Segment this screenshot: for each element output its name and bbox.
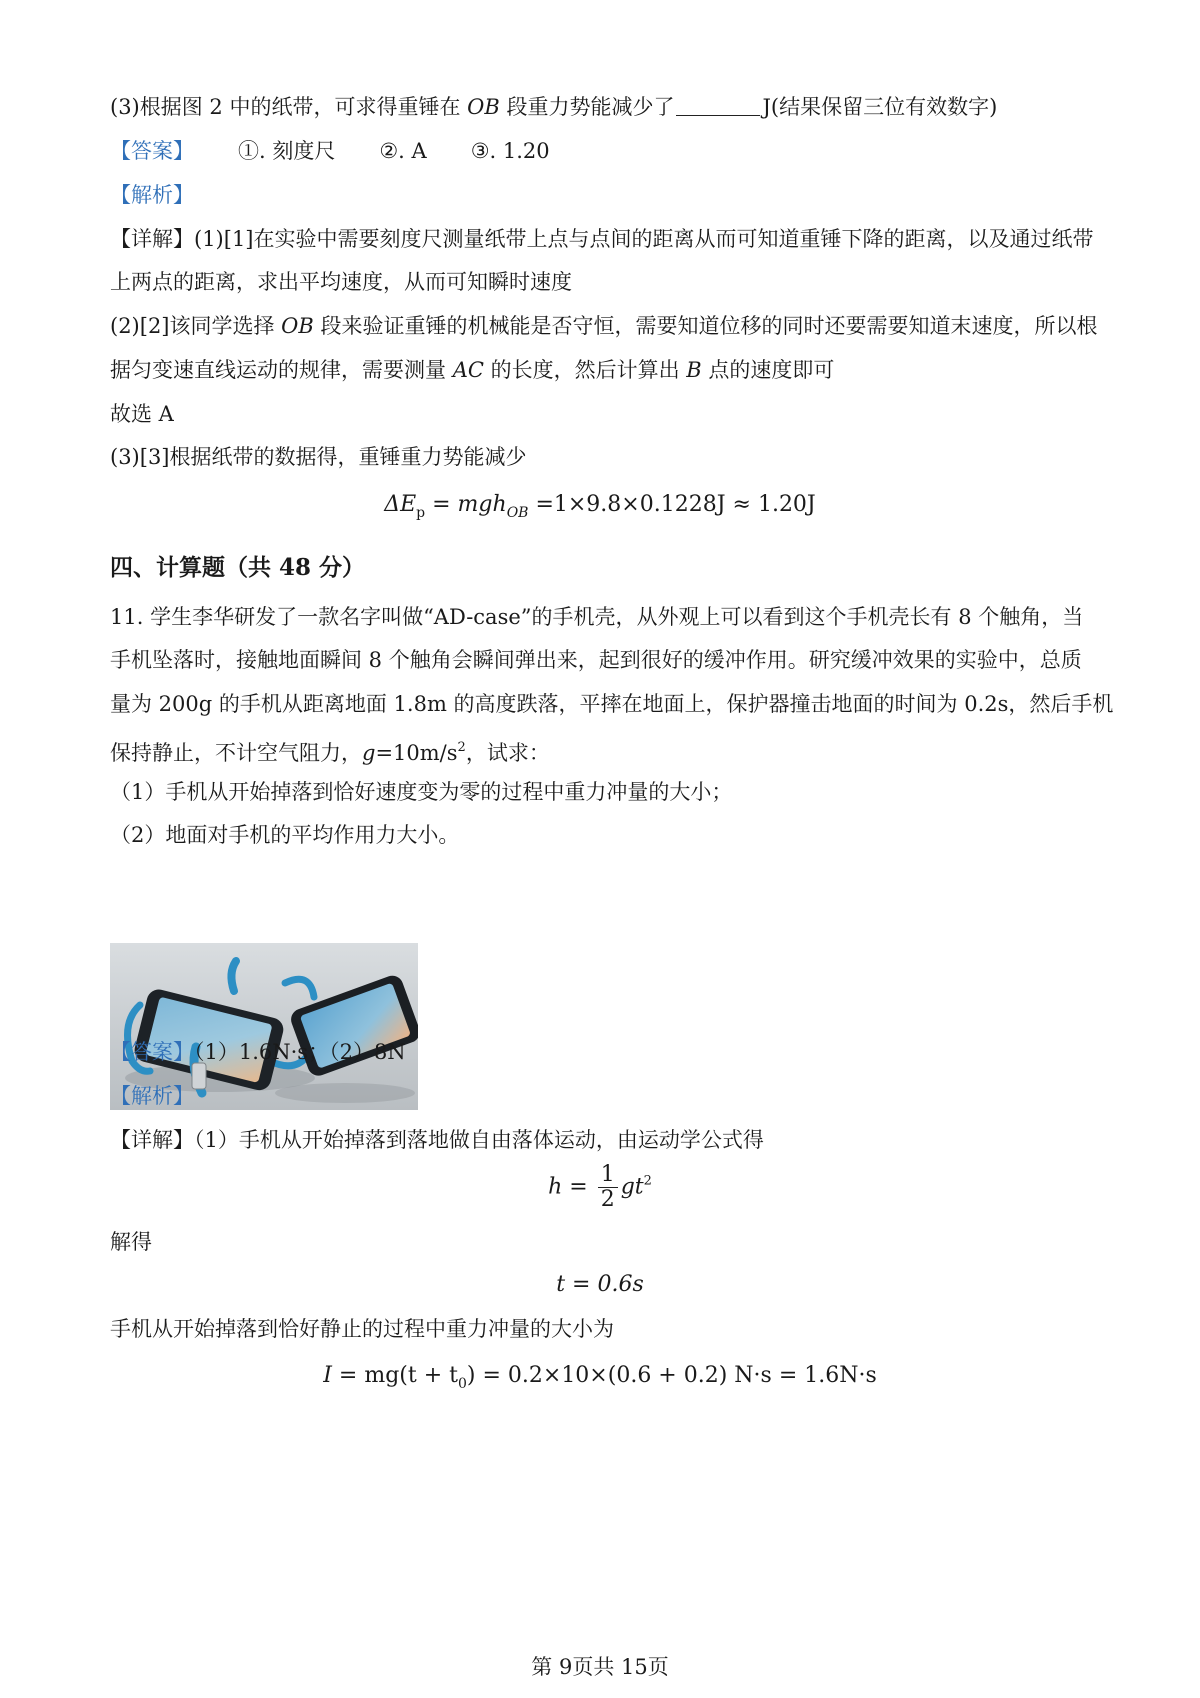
q11-stem-line1: 11. 学生李华研发了一款名字叫做“AD-case”的手机壳，从外观上可以看到这个手机壳长有 8 个触角，当 <box>110 605 1084 629</box>
formula-potential-energy: $\Delta E_p = mgh_{OB} =1\times 9.8\times 0.1228J \approx 1.20J$ <box>384 492 816 521</box>
q11-sub-question-1: （1）手机从开始掉落到恰好速度变为零的过程中重力冲量的大小； <box>110 780 733 804</box>
q10-detail-1: 【详解】(1)[1]在实验中需要刻度尺测量纸带上点与点间的距离从而可知道重锤下降的距离，以及通过纸带 <box>110 227 1094 251</box>
q11-stem-line2: 手机坠落时，接触地面瞬间 8 个触角会瞬间弹出来，起到很好的缓冲作用。研究缓冲效果的实验中，总质 <box>110 648 1082 672</box>
q11-detail-1: 【详解】（1）手机从开始掉落到落地做自由落体运动，由运动学公式得 <box>110 1128 764 1152</box>
q11-sub-question-2: （2）地面对手机的平均作用力大小。 <box>110 823 460 847</box>
q11-analysis-label: 【解析】 <box>110 1084 194 1108</box>
formula-free-fall: h = $\frac{1}{2}$ $gt^2$ <box>548 1162 652 1212</box>
q10-analysis-label: 【解析】 <box>110 183 194 207</box>
q11-answer: 【答案】（1）1.6N·s；（2）8N <box>110 1040 406 1064</box>
answer-label: 【答案】 <box>110 139 194 163</box>
answer-label: 【答案】 <box>110 1040 194 1064</box>
answer-blank <box>676 95 760 116</box>
q10-detail-1-cont: 上两点的距离，求出平均速度，从而可知瞬时速度 <box>110 270 572 294</box>
q11-solve-label: 解得 <box>110 1230 152 1254</box>
q10-answer: 【答案】 ①. 刻度尺 ②. A ③. 1.20 <box>110 139 550 163</box>
fraction: $\frac{1}{2}$ <box>598 1163 618 1212</box>
formula-time: t = 0.6s <box>556 1272 644 1297</box>
q11-stem-line4: 保持静止，不计空气阻力，$g=10m/s^2$，试求： <box>110 740 550 765</box>
section-title: 四、计算题（共 48 分） <box>110 554 366 581</box>
q11-impulse-text: 手机从开始掉落到恰好静止的过程中重力冲量的大小为 <box>110 1317 614 1341</box>
q10-detail-3: (3)[3]根据纸带的数据得，重锤重力势能减少 <box>110 445 527 469</box>
q10-detail-2-cont: 据匀变速直线运动的规律，需要测量 AC 的长度，然后计算出 B 点的速度即可 <box>110 358 835 382</box>
q10-part3-question: (3)根据图 2 中的纸带，可求得重锤在 OB 段重力势能减少了 J(结果保留三位有效数字) <box>110 95 998 119</box>
formula-impulse: $I = mg(t + t_0) = 0.2\times 10\times(0.6 + 0.2)$ N·s = 1.6N·s <box>323 1363 877 1392</box>
q11-stem-line3: 量为 200g 的手机从距离地面 1.8m 的高度跌落，平摔在地面上，保护器撞击地面的时间为 0.2s，然后手机 <box>110 692 1114 716</box>
page-number: 第 9页共 15页 <box>531 1655 669 1679</box>
q10-choose: 故选 A <box>110 402 174 426</box>
q10-detail-2: (2)[2]该同学选择 OB 段来验证重锤的机械能是否守恒，需要知道位移的同时还要需要知道末速度，所以根 <box>110 314 1098 338</box>
